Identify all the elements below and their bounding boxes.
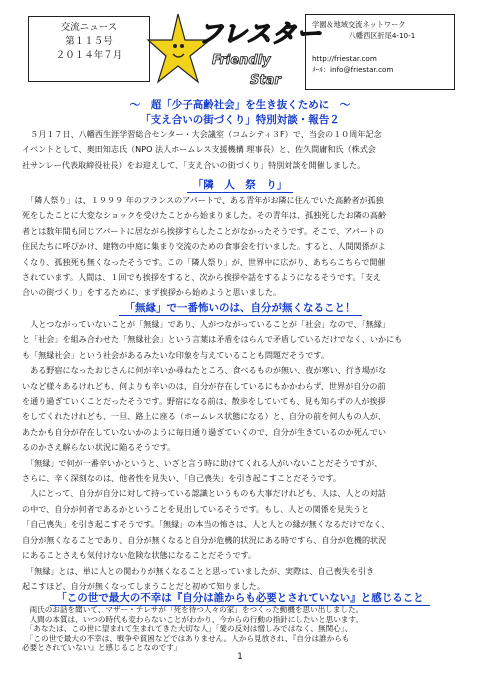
text-line: 合いの街づくり」をするために、まず挨拶から始めようと思いました。 [22, 287, 282, 298]
text-line: 人にとって、自分が自分に対して持っている認識というものも大事だけれども、人は、人との対話 [22, 488, 386, 499]
text-line: 自分が無くなることであり、自分が無くなると自分が危機的状況にある時ですら、自分が危機的状況 [22, 534, 387, 545]
text-line: 「無縁」で何が一番辛いかというと、いざと言う時に助けてくれる人がいないことだそうですが、 [22, 457, 383, 468]
text-line: ある野宿になったおじさんに何が辛いか尋ねたところ、食べるものが無い、夜が寒い、行き場がな [22, 365, 387, 376]
text-line: 必要とされていない』と感じることなのです」 [22, 643, 182, 652]
text-line: るのかさえ解らない状況に陥るそうです。 [22, 442, 176, 453]
text-line: ５月１７日、八幡西生涯学習総合センター・大会議室（コムシティ３F）で、当会の１０周年記念 [22, 129, 382, 139]
text-line: 社サンレー代表取締役社長）をお迎えして、「支え合いの街づくり」特別対談を開催しました。 [22, 159, 366, 170]
issue-number: 第１１５号 [65, 36, 113, 47]
text-line: あたかも自分が存在していないかのように毎日通り過ぎていくので、自分が生きているのか死んでい [22, 426, 387, 437]
section-heading-mother-teresa: 「この世で最大の不幸は『自分は誰からも必要とされていない』と感じること [0, 590, 480, 605]
email-address: ﾒｰﾙ：info@friestar.com [312, 65, 394, 74]
text-line: 死をしたことに大変なショックを受けたことから始まりました。その青年は、孤独死したお隣の高齢 [22, 210, 387, 221]
text-line: 者とは数年間も同じアパートに居ながら挨拶すらしたことがなかったそうです。そこで、アパートの [22, 225, 385, 236]
logo-title: フレスター [198, 19, 322, 48]
logo-sub-star: Star [250, 73, 281, 88]
text-line: 「この世で最大の不幸は、戦争や貧困などではありません。人から見放され、『自分は誰からも [22, 633, 350, 643]
text-line: 人とつながっていないことが「無縁」であり、人がつながっていることが「社会」なので、「無縁」 [22, 319, 390, 329]
organization-info-box [305, 14, 455, 90]
text-line: さらに、辛く深刻なのは、他者性を見失い、「自己喪失」を引き起こすことだそうです。 [22, 473, 342, 484]
section-heading-neighbors-day: 「隣 人 祭 り」 [0, 177, 480, 192]
text-line: 起こすほど、自分が無くなってしまうことだと初めて知りました。 [22, 580, 265, 591]
issue-info-box [28, 16, 150, 82]
page-number: 1 [237, 652, 243, 662]
text-line: 「無縁」とは、単に人との関わりが無くなることと思っていましたが、実際は、自己喪失を引き [22, 565, 375, 576]
issue-date: ２０１４年７月 [55, 50, 123, 61]
text-line: されています。人間は、１回でも挨拶をすると、次から挨拶や話をするようになるそうです。「支え [22, 272, 381, 283]
organization-name: 学園＆地域交流ネットワーク [312, 20, 406, 29]
friestar-logo [150, 6, 322, 92]
text-line: 住民たちに呼びかけ、建物の中庭に集まり交流のための食事会を行いました。すると、人間関係がよ [22, 241, 386, 252]
text-line: 人間の本質は、いつの時代も変わらないことがわかり、今からの行動の指針にしたいと思います。 [22, 614, 364, 624]
section-body-neighbors-day [22, 193, 462, 301]
website-url: http://friestar.com [312, 54, 377, 63]
text-line: 両氏のお話を聞いて、マザー・テレサが「死を待つ人々の家」をつくった動機を思い出しました。 [22, 605, 364, 614]
section-body-muen [22, 317, 462, 594]
issue-title: 交流ニュース [60, 22, 118, 33]
text-line: にあることさえも気付けない危険な状態になることだそうです。 [22, 550, 257, 561]
text-line: くなり、孤独死も無くなったそうです。この「隣人祭り」が、世界中に広がり、あちらこちらで開催 [22, 256, 386, 267]
text-line: と「社会」を組み合わせた「無縁社会」という言葉は矛盾をはらんで矛盾しているだけでなく、いかにも [22, 334, 403, 345]
text-line: 「隣人祭り」は、１９９９ 年のフランスのアパートで、ある青年がお隣に住んでいた高齢者が孤独 [22, 195, 384, 205]
text-line: も「無縁社会」という社会があるみたいな印象を与えていることも問題だそうです。 [22, 349, 329, 360]
text-line: イベントとして、奥田知志氏（NPO 法人ホームレス支援機構 理事長）と、佐久間庸和氏（株式会 [22, 144, 376, 155]
text-line: を通り過ぎていくことだったそうです。野宿になる前は、散歩をしていても、見も知らずの人が挨拶 [22, 396, 386, 407]
section-heading-muen: 「無縁」で一番怖いのは、自分が無くなること！ [0, 300, 480, 315]
text-line: をしてくれたけれども、一旦、路上に座る（ホームレス状態になる）と、自分の前を何人もの人が、 [22, 411, 386, 422]
event-title: 「支え合いの街づくり」特別対談・報告２ [140, 114, 340, 126]
organization-address: 八幡西区折尾4-10-1 [348, 31, 416, 40]
logo-sub-friendly: Friendly [212, 53, 271, 68]
text-line: いなど様々あるけれども、何よりも辛いのは、自分が存在しているにもかかわらず、世界が自分の前 [22, 380, 386, 391]
text-line: の中で、自分が何者であるかということを見出しているそうです。もし、人との関係を見失うと [22, 503, 370, 514]
text-line: 「自己喪失」を引き起こすそうです。「無縁」の本当の怖さは、人と人との縁が無くなるだけでなく、 [22, 519, 390, 530]
text-line: 「あなたは、この世に望まれて生まれてきた大切な人」「愛の反対は憎しみではなく、無関心」、 [22, 624, 353, 633]
intro-paragraph [22, 127, 462, 173]
event-subtitle: ～ 超「少子高齢社会」を生き抜くために ～ [129, 99, 351, 111]
section-body-mother-teresa [22, 605, 462, 653]
